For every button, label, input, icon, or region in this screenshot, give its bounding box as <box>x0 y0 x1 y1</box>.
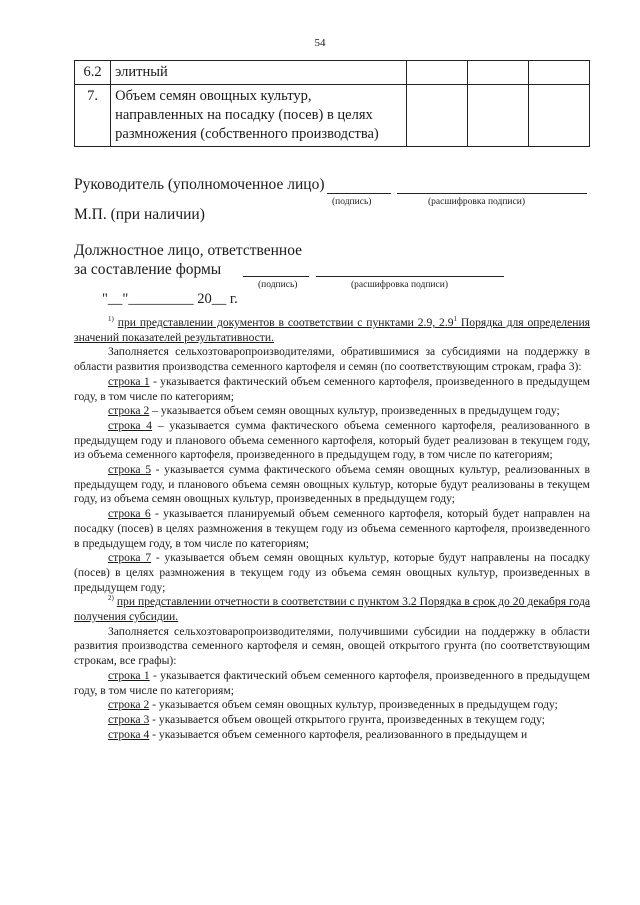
footnote-1-heading: $^{1)}$ при представлении документов в соответствии с пунктами 2.9, $2.9^1$ Порядка для определения значений показателей результативности. <box>74 315 590 344</box>
row-text: элитный <box>111 61 407 85</box>
decode-line <box>316 276 504 277</box>
table-row <box>75 61 590 85</box>
list-item: строка 4 - указывается объем семенного картофеля, реализованного в предыдущем и <box>108 727 528 741</box>
list-item: строка 3 - указывается объем овощей открытого грунта, произведенных в текущем году; <box>108 712 545 726</box>
official-label-line2: за составление формы <box>74 261 222 278</box>
table-cell <box>468 85 529 147</box>
footnote-1-intro: Заполняется сельхозтоваропроизводителями, обратившимися за субсидиями на поддержку в области развития производства семенного картофеля и семян (по соответствующим строкам, графа 3): <box>74 345 590 374</box>
footnote-2-heading: $^{2)}$ при представлении отчетности в соответствии с пунктом 3.2 Порядка в срок до 20 декабря года получения субсидии. <box>74 594 590 624</box>
list-item: строка 2 - указывается объем семян овощных культур, произведенных в предыдущем году; <box>108 698 558 712</box>
stamp-label: М.П. (при наличии) <box>74 206 205 223</box>
page-number: 54 <box>314 37 326 49</box>
table-cell <box>529 61 590 85</box>
decode-line <box>397 193 587 194</box>
table-cell <box>529 85 590 147</box>
signature-caption: (подпись) <box>332 197 372 207</box>
date-field: "__"_________ 20__ г. <box>102 291 238 307</box>
data-table <box>74 60 590 147</box>
row-text: Объем семян овощных культур, направленных на посадку (посев) в целях размножения (собственного производства) <box>111 85 407 147</box>
table-cell <box>407 61 468 85</box>
table-row <box>75 85 590 147</box>
signature-line <box>243 276 309 277</box>
row-number: 6.2 <box>75 61 111 85</box>
table-cell <box>407 85 468 147</box>
decode-caption: (расшифровка подписи) <box>428 197 525 207</box>
official-label-line1: Должностное лицо, ответственное <box>74 242 303 259</box>
footnote-1 <box>74 316 590 742</box>
decode-caption: (расшифровка подписи) <box>351 280 448 290</box>
head-label: Руководитель (уполномоченное лицо) <box>74 176 325 193</box>
table-cell <box>468 61 529 85</box>
list-item: строка 4 – указывается сумма фактического объема семенного картофеля, реализованного в предыдущем году и планового объема семенного картофеля, который будет реализован в текущем году, из объема семенного картофеля, произведенного в предыдущем году, в том числе по категориям; <box>74 418 591 462</box>
signature-line <box>327 193 391 194</box>
list-item: строка 1 - указывается фактический объем семенного картофеля, произведенного в предыдущем году, в том числе по категориям; <box>74 668 590 697</box>
footnote-2-intro: Заполняется сельхозтоваропроизводителями, получившими субсидии на поддержку в области развития производства семенного картофеля и семян, овощей открытого грунта (по соответствующим строкам, все графы): <box>74 624 590 668</box>
list-item: строка 5 - указывается сумма фактического объема семян овощных культур, реализованных в предыдущем году, и планового объема семян овощных культур, которые будут реализованы в текущем году, из объема семян овощных культур, произведенных в предыдущем году; <box>74 463 590 506</box>
list-item: строка 1 - указывается фактический объем семенного картофеля, произведенного в предыдущем году, в том числе по категориям; <box>74 374 590 403</box>
list-item: строка 6 - указывается планируемый объем семенного картофеля, который будет направлен на посадку (посев) в целях размножения в текущем году из объема семенного картофеля, произведенного в предыдущем году, в том числе по категориям; <box>74 507 590 550</box>
row-number: 7. <box>75 85 111 147</box>
list-item: строка 7 - указывается объем семян овощных культур, которые будут направлены на посадку (посев) в целях размножения в текущем году из объема семян овощных культур, произведенных в предыдущем году; <box>74 551 591 594</box>
list-item: строка 2 – указывается объем семян овощных культур, произведенных в предыдущем году; <box>108 404 560 418</box>
signature-caption: (подпись) <box>258 280 298 290</box>
